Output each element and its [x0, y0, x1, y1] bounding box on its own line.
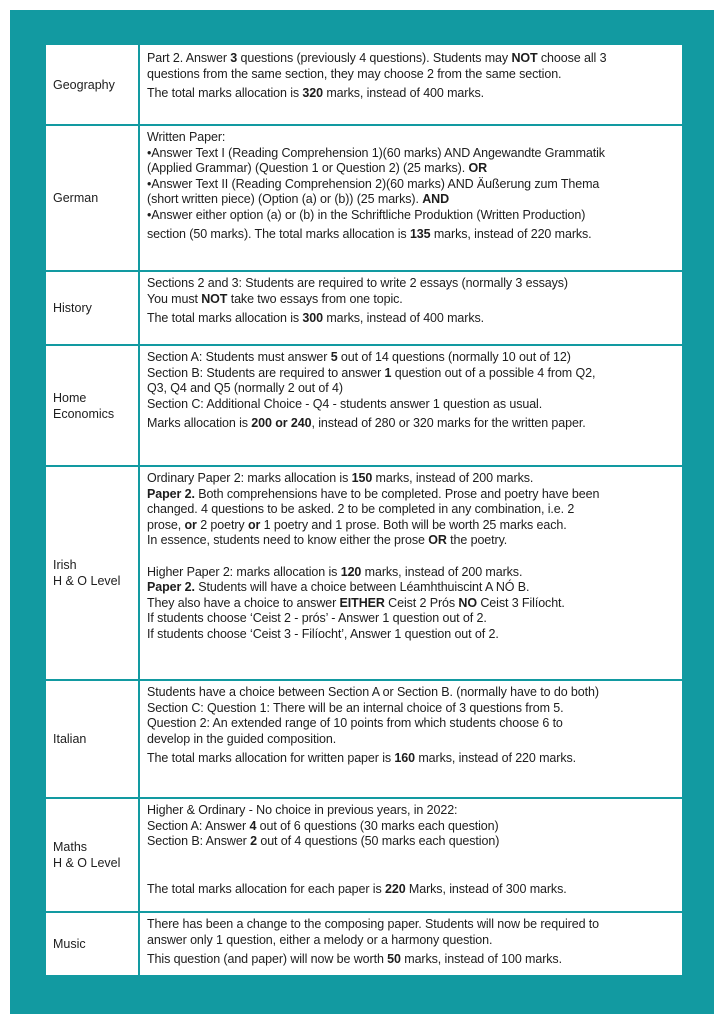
- emphasis-text: AND: [422, 192, 450, 206]
- detail-line: [147, 146, 676, 162]
- detail-line: [147, 350, 676, 366]
- subject-label: German: [53, 191, 99, 205]
- detail-line: [147, 161, 676, 177]
- text-run: , instead of 280 or 320 marks for the written paper.: [311, 416, 586, 430]
- text-run: (short written piece) (Option (a) or (b)) (25 marks).: [147, 192, 423, 206]
- text-run: prose,: [147, 517, 185, 532]
- text-run: question out of a possible 4 from Q2,: [391, 365, 596, 380]
- detail-line: [147, 67, 676, 83]
- text-run: Marks, instead of 300 marks.: [405, 881, 567, 896]
- table-row: [46, 344, 682, 465]
- text-run: This question (and paper) will now be worth: [147, 952, 388, 966]
- text-run: 1 poetry and 1 prose. Both will be worth 25 marks each.: [260, 517, 567, 532]
- subject-cell: [46, 913, 140, 975]
- subject-changes-table: [45, 45, 683, 975]
- text-run: out of 14 questions (normally 10 out of 12): [337, 350, 571, 364]
- subject-label: Maths: [53, 840, 88, 854]
- detail-line: [147, 518, 676, 534]
- emphasis-text: 1: [384, 365, 392, 380]
- detail-line: [147, 533, 676, 549]
- emphasis-text: NO: [458, 595, 477, 610]
- text-run: Section C: Question 1: There will be an internal choice of 3 questions from 5.: [147, 700, 564, 715]
- detail-line: [147, 397, 676, 413]
- detail-line: [147, 627, 676, 643]
- subject-cell: [46, 126, 140, 270]
- text-run: marks, instead of 100 marks.: [400, 952, 562, 966]
- text-run: Part 2. Answer: [147, 51, 231, 65]
- detail-line: [147, 565, 676, 581]
- subject-label: History: [53, 301, 92, 315]
- detail-line: [147, 381, 676, 397]
- subject-cell: [46, 272, 140, 344]
- text-run: answer only 1 question, either a melody or a harmony question.: [147, 932, 493, 947]
- text-run: marks, instead of 220 marks.: [414, 751, 577, 765]
- details-cell: [140, 272, 682, 344]
- text-run: Ceist 2 Prós: [384, 595, 459, 610]
- detail-line: [147, 292, 676, 308]
- text-run: Both comprehensions have to be completed. Prose and poetry have been: [194, 486, 600, 501]
- detail-line: [147, 311, 676, 327]
- text-run: marks, instead of 200 marks.: [372, 471, 534, 485]
- emphasis-text: 135: [409, 227, 431, 241]
- emphasis-text: EITHER: [339, 595, 385, 610]
- details-cell: [140, 799, 682, 911]
- emphasis-text: 2: [250, 834, 257, 848]
- text-run: marks, instead of 400 marks.: [322, 311, 485, 325]
- text-run: Question 2: An extended range of 10 points from which students choose 6 to: [147, 716, 563, 730]
- text-run: •Answer Text II (Reading Comprehension 2)(60 marks) AND Äußerung zum Thema: [147, 176, 600, 191]
- detail-line: [147, 803, 676, 819]
- details-cell: [140, 913, 682, 975]
- text-run: •Answer either option (a) or (b) in the Schriftliche Produktion (Written Production): [147, 207, 586, 222]
- detail-line: [147, 276, 676, 292]
- text-run: •Answer Text I (Reading Comprehension 1)(60 marks) AND Angewandte Grammatik: [147, 145, 605, 160]
- text-run: Ceist 3 Filíocht.: [476, 595, 565, 610]
- emphasis-text: 120: [340, 564, 362, 579]
- subject-label: Economics: [53, 406, 115, 421]
- text-run: Higher Paper 2: marks allocation is: [147, 564, 341, 579]
- text-run: In essence, students need to know either the prose: [147, 533, 429, 547]
- emphasis-text: 150: [351, 471, 373, 485]
- text-run: Section B: Answer: [147, 834, 251, 848]
- text-run: There has been a change to the composing paper. Students will now be required to: [147, 917, 600, 931]
- emphasis-text: OR: [428, 533, 447, 547]
- detail-line: [147, 882, 676, 898]
- subject-cell: [46, 467, 140, 679]
- subject-label: H & O Level: [53, 856, 121, 870]
- details-cell: [140, 467, 682, 679]
- detail-line: [147, 192, 676, 208]
- table-row: [46, 465, 682, 679]
- text-run: out of 6 questions (30 marks each question): [256, 818, 499, 833]
- table-row: [46, 797, 682, 911]
- details-cell: [140, 126, 682, 270]
- text-run: Sections 2 and 3: Students are required to write 2 essays (normally 3 essays): [147, 276, 568, 290]
- emphasis-text: 300: [302, 311, 323, 325]
- detail-line: [147, 933, 676, 949]
- emphasis-text: or: [247, 517, 261, 532]
- emphasis-text: NOT: [511, 51, 538, 65]
- detail-line: [147, 366, 676, 382]
- detail-line: [147, 952, 676, 968]
- detail-line: [147, 471, 676, 487]
- text-run: The total marks allocation is: [147, 311, 303, 325]
- emphasis-text: 5: [330, 350, 338, 364]
- subject-label: Italian: [53, 732, 87, 746]
- emphasis-text: 160: [394, 751, 415, 765]
- detail-line: [147, 819, 676, 835]
- table-row: [46, 45, 682, 124]
- text-run: (Applied Grammar) (Question 1 or Question 2) (25 marks).: [147, 161, 469, 175]
- subject-label: Home: [53, 390, 87, 405]
- text-run: marks, instead of 400 marks.: [322, 86, 485, 100]
- emphasis-text: or: [184, 517, 197, 532]
- text-run: 2 poetry: [196, 517, 248, 532]
- emphasis-text: 50: [387, 952, 401, 966]
- text-run: Q3, Q4 and Q5 (normally 2 out of 4): [147, 381, 343, 395]
- subject-cell: [46, 799, 140, 911]
- text-run: questions from the same section, they may choose 2 from the same section.: [147, 66, 562, 81]
- emphasis-text: 200 or 240: [251, 416, 312, 430]
- text-run: section (50 marks). The total marks allocation is: [147, 227, 410, 241]
- text-run: marks, instead of 220 marks.: [430, 227, 592, 241]
- emphasis-text: 220: [384, 881, 406, 896]
- text-run: The total marks allocation for each paper is: [147, 881, 385, 896]
- detail-line: [147, 86, 676, 102]
- subject-label: Irish: [53, 558, 77, 572]
- text-run: Ordinary Paper 2: marks allocation is: [147, 471, 352, 485]
- text-run: Students will have a choice between Léamhthuiscint A NÓ B.: [194, 580, 530, 594]
- table-row: [46, 679, 682, 797]
- text-run: choose all 3: [537, 51, 607, 65]
- emphasis-text: 4: [249, 818, 257, 833]
- text-run: Written Paper:: [147, 130, 226, 144]
- text-run: Higher & Ordinary - No choice in previous years, in 2022:: [147, 803, 458, 817]
- text-run: Section C: Additional Choice - Q4 - students answer 1 question as usual.: [147, 396, 543, 411]
- detail-line: [147, 130, 676, 146]
- details-cell: [140, 681, 682, 797]
- detail-line: [147, 732, 676, 748]
- text-run: Marks allocation is: [147, 416, 252, 430]
- detail-line: [147, 487, 676, 503]
- text-run: develop in the guided composition.: [147, 731, 337, 746]
- text-run: They also have a choice to answer: [147, 595, 340, 610]
- text-run: take two essays from one topic.: [227, 291, 403, 306]
- subject-cell: [46, 45, 140, 124]
- detail-line: [147, 177, 676, 193]
- text-run: questions (previously 4 questions). Students may: [237, 51, 512, 65]
- text-run: Section A: Students must answer: [147, 350, 331, 364]
- text-run: Section B: Students are required to answer: [147, 365, 385, 380]
- table-row: [46, 911, 682, 975]
- detail-line: [147, 580, 676, 596]
- text-run: You must: [147, 291, 202, 306]
- page-frame: [10, 10, 714, 1014]
- detail-line: [147, 834, 676, 850]
- text-run: The total marks allocation for written paper is: [147, 751, 395, 765]
- text-run: changed. 4 questions to be asked. 2 to be completed in any combination, i.e. 2: [147, 502, 575, 516]
- emphasis-text: Paper 2.: [147, 486, 195, 501]
- subject-label: Music: [53, 937, 86, 951]
- detail-line: [147, 611, 676, 627]
- detail-line: [147, 416, 676, 432]
- text-run: out of 4 questions (50 marks each question): [256, 834, 500, 848]
- emphasis-text: 3: [230, 51, 238, 65]
- detail-line: [147, 685, 676, 701]
- table-row: [46, 124, 682, 270]
- text-run: marks, instead of 200 marks.: [361, 564, 523, 579]
- text-run: If students choose ‘Ceist 3 - Filíocht’, Answer 1 question out of 2.: [147, 626, 499, 641]
- emphasis-text: OR: [468, 161, 488, 175]
- detail-line: [147, 227, 676, 243]
- subject-cell: [46, 346, 140, 465]
- detail-line: [147, 596, 676, 612]
- detail-line: [147, 716, 676, 732]
- detail-line: [147, 917, 676, 933]
- subject-label: H & O Level: [53, 574, 121, 588]
- table-row: [46, 270, 682, 344]
- emphasis-text: 320: [302, 86, 323, 100]
- subject-label: Geography: [53, 77, 115, 92]
- details-cell: [140, 346, 682, 465]
- text-run: The total marks allocation is: [147, 86, 303, 100]
- detail-line: [147, 208, 676, 224]
- text-run: Section A: Answer: [147, 818, 250, 833]
- emphasis-text: NOT: [201, 291, 228, 306]
- emphasis-text: Paper 2.: [147, 580, 195, 594]
- text-run: the poetry.: [446, 533, 508, 547]
- text-run: If students choose ‘Ceist 2 - prós’ - Answer 1 question out of 2.: [147, 611, 487, 625]
- detail-line: [147, 51, 676, 67]
- text-run: Students have a choice between Section A or Section B. (normally have to do both): [147, 685, 599, 699]
- detail-line: [147, 502, 676, 518]
- detail-line: [147, 701, 676, 717]
- detail-line: [147, 751, 676, 767]
- details-cell: [140, 45, 682, 124]
- subject-cell: [46, 681, 140, 797]
